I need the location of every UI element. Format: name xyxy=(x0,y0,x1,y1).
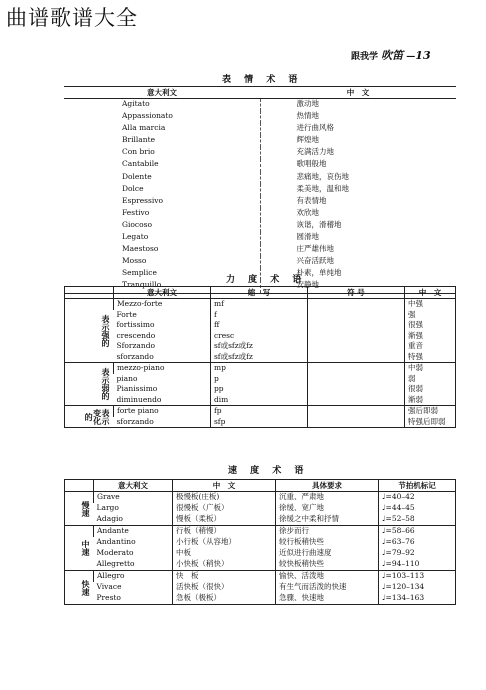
italian-term: Brillante xyxy=(122,135,156,145)
table-row xyxy=(65,310,456,321)
symbol xyxy=(307,417,404,428)
table-row xyxy=(65,417,456,428)
chinese-term: 很强 xyxy=(404,320,455,331)
abbreviation: mp xyxy=(210,363,307,374)
chinese-term: 兴奋活跃地 xyxy=(260,256,456,268)
abbreviation: dim xyxy=(210,395,307,406)
italian-term: Presto xyxy=(94,593,173,605)
symbol xyxy=(307,310,404,321)
italian-term: Grave xyxy=(94,492,173,504)
chinese-term: 小快板（稍快） xyxy=(173,559,276,571)
requirement: 较快板稍快些 xyxy=(276,559,379,571)
chinese-term: 弱 xyxy=(404,374,455,385)
metronome-mark: ♩=58–66 xyxy=(379,526,456,538)
chinese-term: 强 xyxy=(404,310,455,321)
table-row xyxy=(65,537,456,548)
italian-term: Vivace xyxy=(96,582,122,591)
italian-term: sforzando xyxy=(113,417,210,428)
chinese-term: 朴素，单纯地 xyxy=(260,268,456,280)
symbol xyxy=(307,331,404,342)
table-row xyxy=(65,374,456,385)
italian-term: diminuendo xyxy=(113,395,210,406)
symbol xyxy=(307,341,404,352)
table-row xyxy=(65,559,456,571)
abbreviation: p xyxy=(210,374,307,385)
chinese-term: 进行曲风格 xyxy=(260,123,456,135)
page-number: 13 xyxy=(415,49,431,62)
group-label: 表示弱的 xyxy=(65,363,114,406)
requirement: 急骤、快速地 xyxy=(276,593,379,605)
italian-term: mezzo-piano xyxy=(113,363,210,374)
col-chinese: 中 文 xyxy=(260,87,456,99)
table-row xyxy=(64,208,456,220)
group-label: 快速 xyxy=(65,571,94,605)
italian-term: crescendo xyxy=(116,330,156,340)
table-row xyxy=(64,147,456,159)
chinese-term: 激动地 xyxy=(260,99,456,112)
table-row xyxy=(65,331,456,342)
italian-term: Con brio xyxy=(122,147,155,157)
symbol xyxy=(307,384,404,395)
italian-term: sforzando xyxy=(113,352,210,363)
chinese-term: 圆滑地 xyxy=(260,232,456,244)
table-row xyxy=(64,232,456,244)
table-row xyxy=(65,299,456,310)
metronome-mark: ♩=63–76 xyxy=(379,537,456,548)
chinese-term: 重音 xyxy=(404,341,455,352)
table-row xyxy=(65,352,456,363)
chinese-term: 急板（极板） xyxy=(173,593,276,605)
chinese-term: 行板（稍慢） xyxy=(173,526,276,538)
chinese-term: 渐弱 xyxy=(404,395,455,406)
abbreviation: sf或sfz或fz xyxy=(210,341,307,352)
requirement: 徐缓、宽广地 xyxy=(276,503,379,514)
italian-term: Agitato xyxy=(122,99,150,108)
col-chinese: 中 文 xyxy=(173,480,276,492)
group-label: 中速 xyxy=(65,526,94,571)
italian-term: forte piano xyxy=(113,406,210,417)
expression-table xyxy=(64,86,456,294)
chinese-term: 慢板（柔板） xyxy=(173,514,276,526)
chinese-term: 快 板 xyxy=(173,571,276,583)
italian-term: Sforzando xyxy=(116,341,156,350)
book-title: 跟我学 xyxy=(351,52,379,62)
table-row xyxy=(65,406,456,417)
tempo-table xyxy=(64,479,456,605)
abbreviation: pp xyxy=(210,384,307,395)
italian-term: Pianissimo xyxy=(116,384,158,393)
col-group xyxy=(65,480,94,492)
metronome-mark: ♩=103–113 xyxy=(379,571,456,583)
italian-term: Festivo xyxy=(122,207,150,217)
chinese-term: 热情地 xyxy=(260,111,456,123)
italian-term: Cantabile xyxy=(122,159,159,169)
italian-term: Appassionato xyxy=(122,111,173,121)
page-header: 跟我学 吹笛 —13 xyxy=(351,49,431,62)
col-symbol: 符 号 xyxy=(307,287,404,299)
table-row xyxy=(64,256,456,268)
symbol xyxy=(307,406,404,417)
table-row xyxy=(64,244,456,256)
table-row xyxy=(65,384,456,395)
abbreviation: sf或sfz或fz xyxy=(210,352,307,363)
chinese-term: 悲痛地，哀伤地 xyxy=(260,172,456,184)
symbol xyxy=(307,352,404,363)
metronome-mark: ♩=94–110 xyxy=(379,559,456,571)
table-row xyxy=(65,526,456,538)
chinese-term: 很弱 xyxy=(404,384,455,395)
expression-title: 表 情 术 语 xyxy=(222,75,303,85)
table-row xyxy=(65,571,456,583)
abbreviation: mf xyxy=(210,299,307,310)
table-row xyxy=(65,593,456,605)
abbreviation: f xyxy=(210,310,307,321)
italian-term: Adagio xyxy=(94,514,173,526)
watermark: 曲谱歌谱大全 xyxy=(6,6,138,30)
chinese-term: 渐强 xyxy=(404,331,455,342)
metronome-mark: ♩=120–134 xyxy=(379,582,456,593)
tempo-title: 速 度 术 语 xyxy=(228,466,309,476)
chinese-term: 中弱 xyxy=(404,363,455,374)
metronome-mark: ♩=52–58 xyxy=(379,514,456,526)
italian-term: Moderato xyxy=(96,548,134,557)
table-row xyxy=(64,111,456,123)
table-row xyxy=(64,99,456,112)
italian-term: Espressivo xyxy=(122,195,163,205)
requirement: 有生气而活泼的快速 xyxy=(276,582,379,593)
table-row xyxy=(65,582,456,593)
table-row xyxy=(64,172,456,184)
table-row xyxy=(65,395,456,406)
table-row xyxy=(64,135,456,147)
italian-term: Alla marcia xyxy=(122,123,166,133)
italian-term: Dolce xyxy=(122,183,144,193)
metronome-mark: ♩=40–42 xyxy=(379,492,456,504)
chinese-term: 很慢板（广板） xyxy=(173,503,276,514)
requirement: 愉快、活泼地 xyxy=(276,571,379,583)
col-requirement: 具体要求 xyxy=(276,480,379,492)
italian-term: Maestoso xyxy=(122,244,159,254)
metronome-mark: ♩=79–92 xyxy=(379,548,456,559)
col-italian: 意大利文 xyxy=(94,480,173,492)
abbreviation: ff xyxy=(210,320,307,331)
table-row xyxy=(65,341,456,352)
chinese-term: 歌唱般地 xyxy=(260,159,456,171)
metronome-mark: ♩=44–45 xyxy=(379,503,456,514)
chinese-term: 特强后即弱 xyxy=(404,417,455,428)
italian-term: Semplice xyxy=(122,268,157,278)
chinese-term: 中板 xyxy=(173,548,276,559)
chinese-term: 欢欣地 xyxy=(260,208,456,220)
table-row xyxy=(65,548,456,559)
italian-term: Mosso xyxy=(122,256,147,266)
col-group xyxy=(65,287,114,299)
italian-term: Andante xyxy=(94,526,173,538)
chinese-term: 辉煌地 xyxy=(260,135,456,147)
table-row xyxy=(64,159,456,171)
italian-term: fortissimo xyxy=(116,320,155,329)
requirement: 较行板稍快些 xyxy=(276,537,379,548)
symbol xyxy=(307,374,404,385)
chinese-term: 安静地 xyxy=(260,280,456,293)
symbol xyxy=(307,320,404,331)
col-metronome: 节拍机标记 xyxy=(379,480,456,492)
col-italian: 意大利文 xyxy=(113,287,210,299)
italian-term: Largo xyxy=(96,503,119,512)
italian-term: Mezzo-forte xyxy=(113,299,210,310)
italian-term: Tranquillo xyxy=(122,280,162,290)
italian-term: Allegretto xyxy=(94,559,173,571)
chinese-term: 充满活力地 xyxy=(260,147,456,159)
dynamics-title: 力 度 术 语 xyxy=(226,275,307,285)
book-logo: 吹笛 xyxy=(381,49,404,62)
requirement: 徐缓之中柔和抒情 xyxy=(276,514,379,526)
italian-term: piano xyxy=(116,373,138,383)
group-label: 慢速 xyxy=(65,492,94,526)
abbreviation: cresc xyxy=(210,331,307,342)
italian-term: Forte xyxy=(116,309,137,319)
chinese-term: 极慢板(庄板) xyxy=(173,492,276,504)
italian-term: Dolente xyxy=(122,171,152,181)
chinese-term: 柔美地，温和地 xyxy=(260,184,456,196)
table-row xyxy=(65,320,456,331)
chinese-term: 特强 xyxy=(404,352,455,363)
italian-term: Andantino xyxy=(96,537,136,546)
group-label: 表示强的 xyxy=(65,299,114,363)
table-row xyxy=(64,123,456,135)
chinese-term: 中强 xyxy=(404,299,455,310)
table-row xyxy=(64,184,456,196)
chinese-term: 小行板（从容地） xyxy=(173,537,276,548)
symbol xyxy=(307,395,404,406)
chinese-term: 有表情地 xyxy=(260,196,456,208)
requirement: 徐步而行 xyxy=(276,526,379,538)
dynamics-table xyxy=(64,286,456,428)
col-italian: 意大利文 xyxy=(64,87,260,99)
italian-term: Legato xyxy=(122,232,149,242)
italian-term: Giocoso xyxy=(122,219,152,229)
col-abbr: 缩 写 xyxy=(210,287,307,299)
table-row xyxy=(65,514,456,526)
table-row xyxy=(64,196,456,208)
abbreviation: sfp xyxy=(210,417,307,428)
table-row xyxy=(64,220,456,232)
chinese-term: 强后即弱 xyxy=(404,406,455,417)
requirement: 近似进行曲速度 xyxy=(276,548,379,559)
col-chinese: 中 文 xyxy=(404,287,455,299)
symbol xyxy=(307,299,404,310)
italian-term: Allegro xyxy=(94,571,173,583)
chinese-term: 活快板（很快） xyxy=(173,582,276,593)
chinese-term: 诙谐，滑稽地 xyxy=(260,220,456,232)
requirement: 沉重、严肃地 xyxy=(276,492,379,504)
group-label: 表示变化的 xyxy=(65,406,114,428)
table-row xyxy=(65,363,456,374)
metronome-mark: ♩=134–163 xyxy=(379,593,456,605)
chinese-term: 庄严雄伟地 xyxy=(260,244,456,256)
table-row xyxy=(65,503,456,514)
symbol xyxy=(307,363,404,374)
table-row xyxy=(65,492,456,504)
abbreviation: fp xyxy=(210,406,307,417)
